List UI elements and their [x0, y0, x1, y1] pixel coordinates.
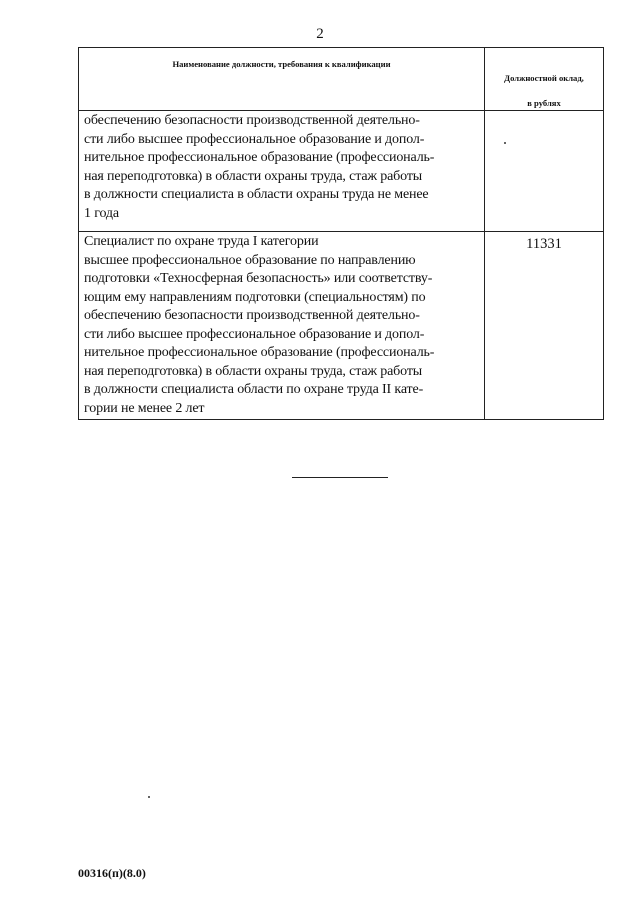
document-code: 00316(п)(8.0) [78, 866, 146, 880]
salary-value [485, 111, 603, 115]
description-line: обеспечению безопасности производственной деятельно- [84, 308, 420, 323]
page-number: 2 [316, 26, 324, 42]
description-line: обеспечению безопасности производственной деятельно- [84, 113, 420, 128]
salary-cell [485, 232, 604, 420]
description-line: ная переподготовка) в области охраны труда, стаж работы [84, 363, 423, 379]
end-divider-line [292, 477, 388, 478]
scan-speck [148, 796, 150, 798]
description-line: подготовки «Техносферная безопасность» или соответству- [84, 271, 433, 286]
description-line: 1 года [84, 205, 119, 221]
position-title: Специалист по охране труда I категории [84, 234, 319, 249]
position-description-cell [79, 111, 485, 232]
description-line: нительное профессиональное образование (профессиональ- [84, 150, 435, 165]
description-line: высшее профессиональное образование по направлению [84, 252, 416, 268]
header-salary-label-line1: Должностной оклад, [504, 73, 584, 83]
description-line: сти либо высшее профессиональное образование и допол- [84, 326, 425, 342]
position-description-cell [79, 232, 485, 420]
description-line: в должности специалиста в области охраны труда не менее [84, 187, 429, 202]
table-row [79, 111, 604, 232]
salary-cell [485, 111, 604, 232]
salary-value: 11331 [526, 236, 562, 252]
description-line: гории не менее 2 лет [84, 400, 205, 416]
header-name-label: Наименование должности, требования к квалификации [172, 59, 391, 69]
description-line: сти либо высшее профессиональное образование и допол- [84, 131, 425, 147]
header-salary-cell [485, 48, 604, 111]
header-name-cell [79, 48, 485, 111]
description-line: ная переподготовка) в области охраны труда, стаж работы [84, 168, 423, 184]
description-line: нительное профессиональное образование (профессиональ- [84, 345, 435, 360]
salary-table [78, 47, 604, 420]
table-header-row [79, 48, 604, 111]
header-salary-label-line2: в рублях [527, 98, 561, 108]
table-row [79, 232, 604, 420]
scan-speck [504, 142, 506, 144]
description-line: в должности специалиста области по охране труда II кате- [84, 382, 424, 397]
description-line: ющим ему направлениям подготовки (специальностям) по [84, 289, 426, 305]
